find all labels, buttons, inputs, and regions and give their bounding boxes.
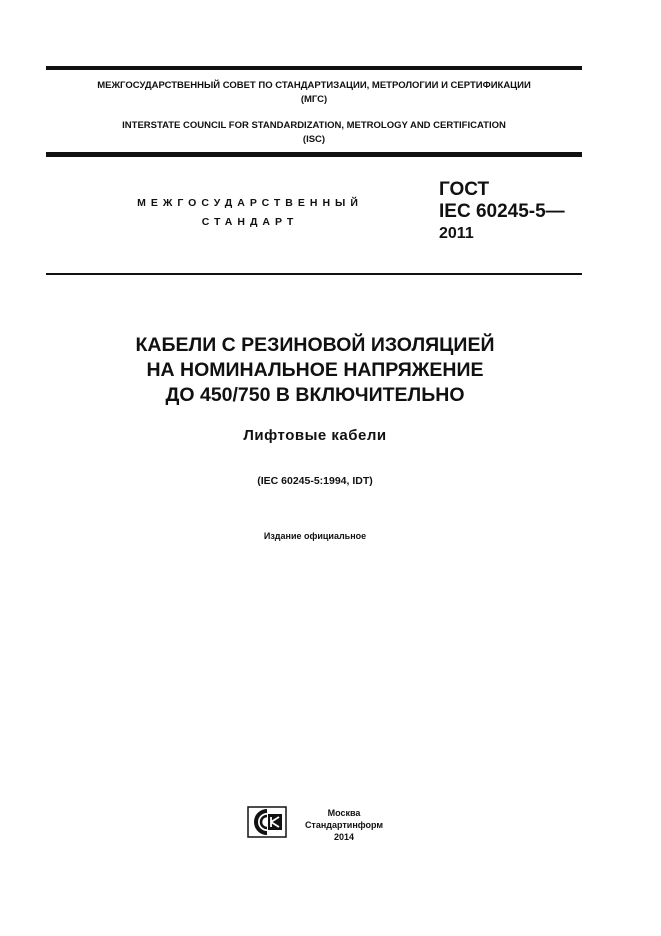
edition-note: Издание официальное bbox=[263, 531, 367, 541]
top-rule-thick bbox=[46, 66, 582, 70]
publisher-year: 2014 bbox=[333, 832, 355, 842]
publisher-info bbox=[299, 807, 389, 843]
title-line2: НА НОМИНАЛЬНОЕ НАПРЯЖЕНИЕ bbox=[146, 359, 484, 381]
standard-code-line2: IEC 60245-5— bbox=[439, 201, 565, 222]
document-subtitle: Лифтовые кабели bbox=[243, 427, 387, 444]
council-ru-line2: (МГС) bbox=[300, 94, 328, 105]
publisher-city: Москва bbox=[327, 808, 361, 818]
iec-reference: (IEC 60245-5:1994, IDT) bbox=[257, 475, 373, 487]
header-rule-thick bbox=[46, 152, 582, 157]
standard-code-line1: ГОСТ bbox=[439, 179, 490, 200]
council-en-line2: (ISC) bbox=[302, 134, 326, 145]
council-ru-line1: МЕЖГОСУДАРСТВЕННЫЙ СОВЕТ ПО СТАНДАРТИЗАЦИИ, МЕТРОЛОГИИ И СЕРТИФИКАЦИИ bbox=[97, 80, 531, 91]
title-line3: ДО 450/750 В ВКЛЮЧИТЕЛЬНО bbox=[165, 384, 465, 406]
standard-kind-line2: СТАНДАРТ bbox=[201, 216, 299, 228]
title-line1: КАБЕЛИ С РЕЗИНОВОЙ ИЗОЛЯЦИЕЙ bbox=[135, 334, 495, 356]
standard-kind-line1: МЕЖГОСУДАРСТВЕННЫЙ bbox=[137, 197, 363, 209]
standard-kind bbox=[100, 194, 400, 232]
section-rule bbox=[46, 273, 582, 275]
document-title bbox=[60, 333, 570, 408]
publisher-name: Стандартинформ bbox=[304, 820, 384, 830]
standartinform-logo-icon bbox=[247, 806, 287, 838]
standard-code bbox=[439, 179, 619, 245]
standard-code-line3: 2011 bbox=[439, 225, 474, 242]
council-en-line1: INTERSTATE COUNCIL FOR STANDARDIZATION, METROLOGY AND CERTIFICATION bbox=[122, 120, 506, 131]
council-en bbox=[46, 119, 582, 147]
council-ru bbox=[46, 79, 582, 107]
